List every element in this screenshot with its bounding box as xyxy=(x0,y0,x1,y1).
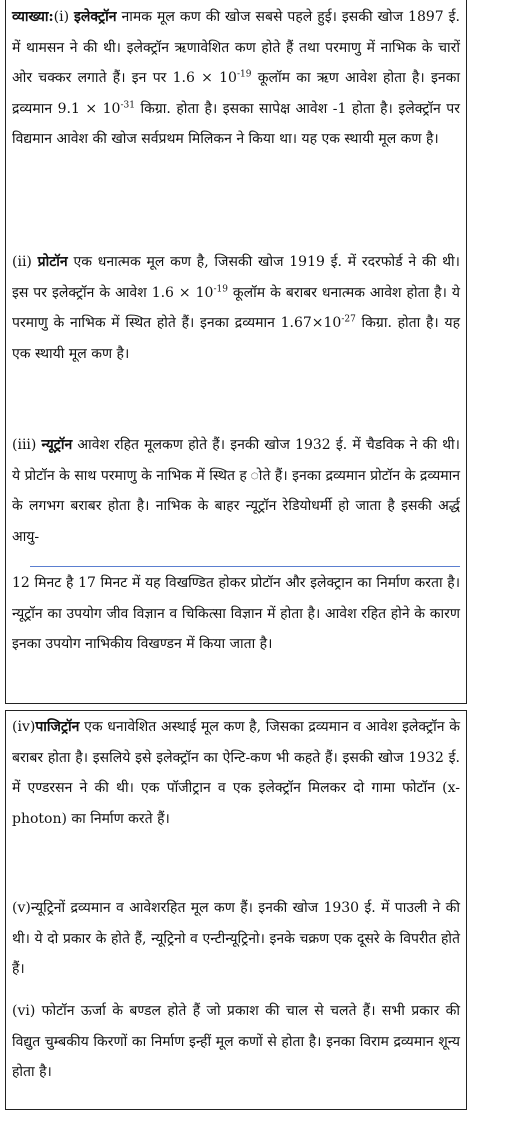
paragraph-photon xyxy=(12,996,460,1088)
exponent: -19 xyxy=(236,69,252,80)
text: एक धनावेशित अस्थाई मूल कण है, जिसका द्रव्यमान व आवेश इलेक्ट्रॉन के बराबर होता है। इसलिये इसे इलेक्ट्रॉन का ऐन्टि-कण भी कहते हैं। इसकी खोज 1932 ई. में एण्डरसन ने की थी। एक पॉजीट्रान व एक इलेक्ट्रॉन मिलकर दो गामा फोटॉन (x-photon) का निर्माण करते हैं। xyxy=(12,719,460,827)
text: किग्रा. होता है। इसका सापेक्ष आवेश -1 होता है। इलेक्ट्रॉन पर विद्यमान आवेश की खोज सर्वप्रथम मिलिकन ने किया था। यह एक स्थायी मूल कण है। xyxy=(12,100,460,147)
term-proton: प्रोटॉन xyxy=(37,254,68,270)
text: (v)न्यूट्रिनों द्रव्यमान व आवेशरहित मूल कण हैं। इनकी खोज 1930 ई. में पाउली ने की थी। ये दो प्रकार के होते हैं, न्यूट्रिनो व एन्टीन्यूट्रिनो। इनके चक्रण एक दूसरे के विपरीत होते हैं। xyxy=(12,900,460,977)
text: नामक मूल कण की खोज सबसे पहले हुई। इसकी खोज 1897 ई. में थामसन ने की थी। इलेक्ट्रॉन ऋणावेशित कण होते हैं तथा परमाणु में नाभिक के चारों ओर चक्कर लगाते हैं। इन पर 1.6 × 10 xyxy=(12,9,460,86)
cropped-next-line xyxy=(5,1118,467,1130)
exponent: -31 xyxy=(120,99,135,110)
exponent: -19 xyxy=(213,283,228,294)
item-number: (ii) xyxy=(12,254,38,270)
item-number: (iv) xyxy=(12,719,36,735)
term-neutron: न्यूट्रॉन xyxy=(41,437,73,453)
text: आवेश रहित मूलकण होते हैं। इनकी खोज 1932 ई. में चैडविक ने की थी। ये प्रोटॉन के साथ परमाणु के नाभिक में स्थित ह ोते हैं। इनका द्रव्यमान प्रोटॉन के द्रव्यमान के लगभग बराबर होता है। नाभिक के बाहर न्यूट्रॉन रेडियोधर्मी हो जाता है इसकी अर्द्ध आयु- xyxy=(12,437,460,545)
text: 12 मिनट है 17 मिनट में यह विखण्डित होकर प्रोटॉन और इलेक्ट्रान का निर्माण करता है। न्यूट्रॉन का उपयोग जीव विज्ञान व चिकित्सा विज्ञान में होता है। आवेश रहित होने के कारण इनका उपयोग नाभिकीय विखण्डन में किया जाता है। xyxy=(12,575,460,652)
paragraph-positron xyxy=(12,712,460,834)
term-positron: पाजिट्रॉन xyxy=(35,719,80,735)
text: कूलॉम का ऋण आवेश होता है। इनका द्रव्यमान 9.1 × 10 xyxy=(12,70,461,117)
text: कूलॉम के बराबर धनात्मक आवेश होता है। ये परमाणु के नाभिक में स्थित होते हैं। इनका द्रव्यमान 1.67×10 xyxy=(12,284,460,331)
explanation-heading: व्याख्या: xyxy=(12,9,54,25)
text: (vi) फोटॉन ऊर्जा के बण्डल होते हैं जो प्रकाश की चाल से चलते हैं। सभी प्रकार की विद्युत चुम्बकीय किरणों का निर्माण इन्हीं मूल कणों से होता है। इनका विराम द्रव्यमान शून्य होता है। xyxy=(12,1003,460,1080)
paragraph-neutrino xyxy=(12,893,460,985)
paragraph-neutron xyxy=(12,430,460,552)
paragraph-electron xyxy=(12,2,460,155)
paragraph-neutron-continued xyxy=(12,568,460,660)
term-electron: इलेक्ट्रॉन xyxy=(74,9,117,25)
text: किग्रा. होता है। यह एक स्थायी मूल कण है। xyxy=(12,315,460,362)
exponent: -27 xyxy=(341,314,356,325)
text: एक धनात्मक मूल कण है, जिसकी खोज 1919 ई. में रदरफोर्ड ने की थी। इस पर इलेक्ट्रॉन के आवेश 1.6 × 10 xyxy=(12,254,460,301)
item-number: (iii) xyxy=(12,437,42,453)
paragraph-proton xyxy=(12,247,460,369)
page-break-line xyxy=(30,566,460,567)
item-number: (i) xyxy=(53,9,75,25)
